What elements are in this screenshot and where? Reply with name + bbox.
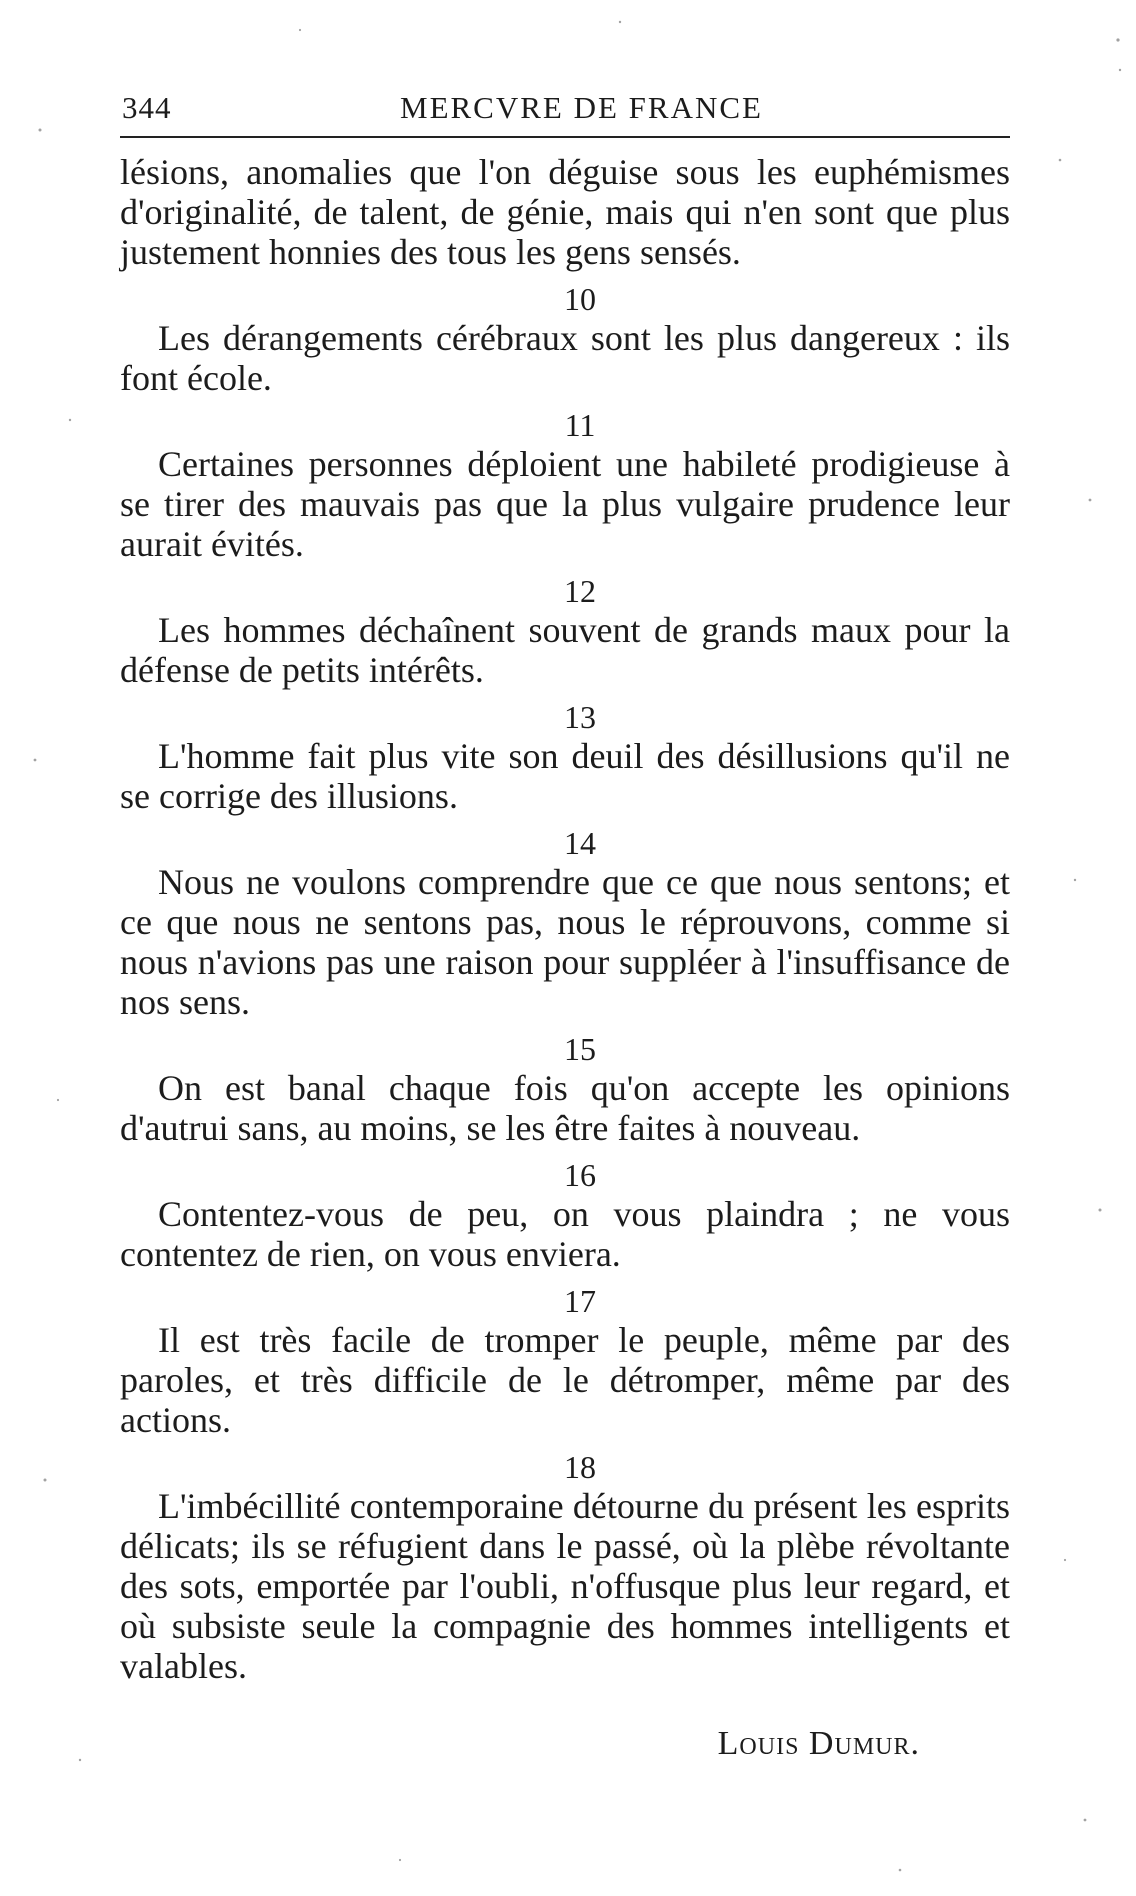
aphorism-number: 14 bbox=[564, 825, 596, 861]
page bbox=[120, 80, 1010, 1764]
aphorism-continued-text: lésions, anomalies que l'on déguise sous les euphémismes d'originalité, de talent, de génie, mais qui n'en sont que plus justement honnies des tous les gens sensés. bbox=[120, 152, 1010, 272]
aphorism-text: Nous ne voulons comprendre que ce que nous sentons; et ce que nous ne sentons pas, nous le réprouvons, comme si nous n'avions pas une raison pour suppléer à l'insuffisance de nos sens. bbox=[120, 862, 1010, 1022]
aphorism-text: L'homme fait plus vite son deuil des désillusions qu'il ne se corrige des illusions. bbox=[120, 736, 1010, 816]
page-number: 344 bbox=[122, 90, 172, 125]
aphorism-text: Contentez-vous de peu, on vous plaindra ; ne vous contentez de rien, on vous enviera. bbox=[120, 1194, 1010, 1274]
aphorism-text: Il est très facile de tromper le peuple, même par des paroles, et très difficile de le détromper, même par des actions. bbox=[120, 1320, 1010, 1440]
aphorism-number: 13 bbox=[564, 699, 596, 735]
aphorism-number: 17 bbox=[564, 1283, 596, 1319]
aphorism-text: Certaines personnes déploient une habileté prodigieuse à se tirer des mauvais pas que la plus vulgaire prudence leur aurait évités. bbox=[120, 444, 1010, 564]
page-header bbox=[120, 80, 1010, 138]
aphorism-number: 18 bbox=[564, 1449, 596, 1485]
aphorism-text: L'imbécillité contemporaine détourne du présent les esprits délicats; ils se réfugient dans le passé, où la plèbe révoltante des sots, emportée par l'oubli, n'offusque plus leur regard, et où subsiste seule la compagnie des hommes intelligents et valables. bbox=[120, 1486, 1010, 1686]
aphorism-text: Les hommes déchaînent souvent de grands maux pour la défense de petits intérêts. bbox=[120, 610, 1010, 690]
aphorism-text: Les dérangements cérébraux sont les plus dangereux : ils font école. bbox=[120, 318, 1010, 398]
aphorism-number: 10 bbox=[564, 281, 596, 317]
body-text bbox=[120, 152, 1010, 1764]
aphorism-number: 16 bbox=[564, 1157, 596, 1193]
author-signature: Louis Dumur. bbox=[717, 1725, 920, 1762]
aphorism-number: 15 bbox=[564, 1031, 596, 1067]
running-title: MERCVRE DE FRANCE bbox=[400, 90, 763, 125]
aphorism-number: 11 bbox=[564, 407, 596, 443]
aphorism-text: On est banal chaque fois qu'on accepte les opinions d'autrui sans, au moins, se les être faites à nouveau. bbox=[120, 1068, 1010, 1148]
aphorism-number: 12 bbox=[564, 573, 596, 609]
